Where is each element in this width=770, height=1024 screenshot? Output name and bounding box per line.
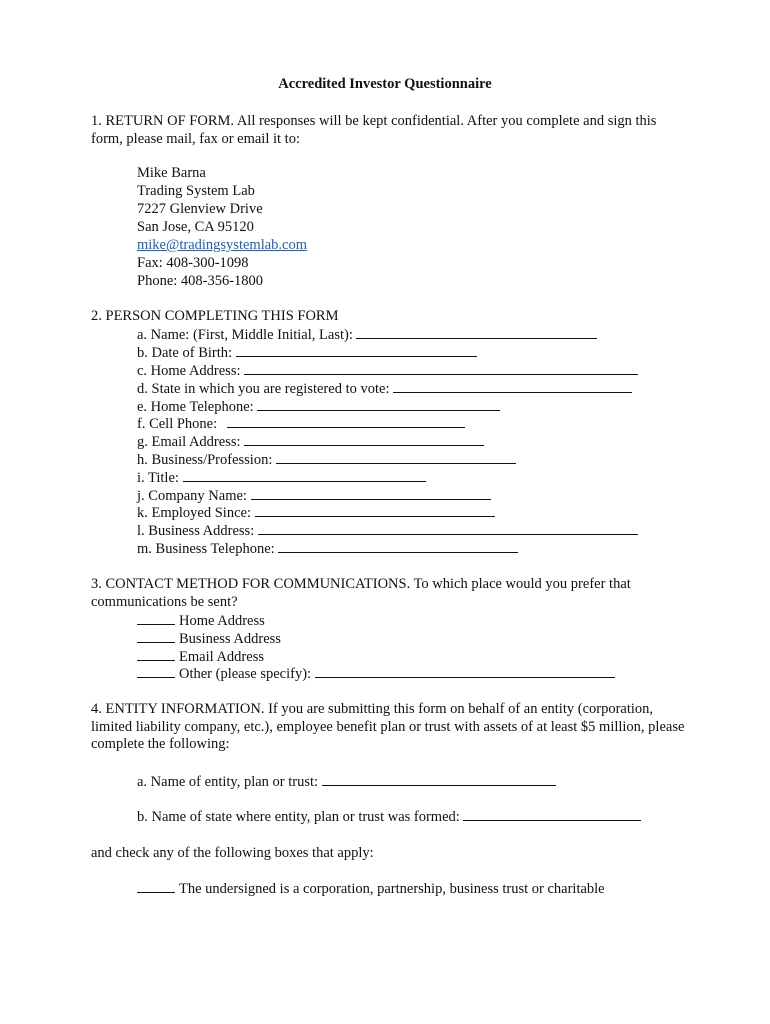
field-dob-input[interactable] [236, 344, 477, 357]
section-3-text: 3. CONTACT METHOD FOR COMMUNICATIONS. To which place would you prefer that communications be sent? [91, 576, 631, 610]
field-title-input[interactable] [183, 469, 426, 482]
field-email [137, 433, 484, 451]
section-1-text: 1. RETURN OF FORM. All responses will be kept confidential. After you complete and sign this form, please mail, fax or email it to: [91, 113, 657, 147]
option-other-label: Other (please specify): [179, 666, 312, 682]
option-other-input[interactable] [315, 665, 615, 678]
section-2-heading: 2. PERSON COMPLETING THIS FORM [91, 308, 339, 324]
field-cell-phone-input[interactable] [227, 415, 465, 428]
field-company-name-input[interactable] [251, 487, 491, 500]
checkbox-corporation-blank[interactable] [137, 880, 175, 893]
field-cell-phone [137, 415, 465, 433]
field-home-address-label: c. Home Address: [137, 363, 241, 379]
field-employed-since-input[interactable] [255, 504, 495, 517]
field-name [137, 326, 597, 344]
option-business-address [137, 630, 281, 648]
field-company-name [137, 487, 491, 505]
checkbox-corporation-label: The undersigned is a corporation, partnership, business trust or charitable [179, 881, 605, 897]
option-email-address [137, 648, 264, 666]
field-dob-label: b. Date of Birth: [137, 345, 233, 361]
field-email-input[interactable] [244, 433, 484, 446]
field-profession-label: h. Business/Profession: [137, 452, 273, 468]
contact-company: Trading System Lab [137, 183, 255, 199]
field-entity-state [137, 808, 641, 826]
option-other-blank[interactable] [137, 665, 175, 678]
option-home-address [137, 612, 265, 630]
field-business-address-input[interactable] [258, 522, 638, 535]
field-title-label: i. Title: [137, 470, 179, 486]
page-title: Accredited Investor Questionnaire [278, 76, 492, 92]
option-email-address-blank[interactable] [137, 648, 175, 661]
field-vote-state-label: d. State in which you are registered to vote: [137, 381, 390, 397]
field-title [137, 469, 426, 487]
field-business-telephone [137, 540, 518, 558]
contact-street: 7227 Glenview Drive [137, 201, 263, 217]
option-other [137, 665, 615, 683]
field-employed-since-label: k. Employed Since: [137, 505, 251, 521]
field-employed-since [137, 504, 495, 522]
field-business-telephone-label: m. Business Telephone: [137, 541, 275, 557]
field-profession-input[interactable] [276, 451, 516, 464]
option-business-address-label: Business Address [179, 631, 281, 647]
field-home-address [137, 362, 638, 380]
check-instructions: and check any of the following boxes that apply: [91, 845, 374, 861]
contact-city: San Jose, CA 95120 [137, 219, 254, 235]
field-entity-name-input[interactable] [322, 773, 556, 786]
contact-name: Mike Barna [137, 165, 206, 181]
field-entity-name-label: a. Name of entity, plan or trust: [137, 774, 319, 790]
option-email-address-label: Email Address [179, 649, 264, 665]
field-entity-state-label: b. Name of state where entity, plan or trust was formed: [137, 809, 460, 825]
field-business-address [137, 522, 638, 540]
option-home-address-blank[interactable] [137, 612, 175, 625]
field-dob [137, 344, 477, 362]
field-email-label: g. Email Address: [137, 434, 241, 450]
field-company-name-label: j. Company Name: [137, 488, 247, 504]
field-name-input[interactable] [356, 326, 597, 339]
option-home-address-label: Home Address [179, 613, 265, 629]
field-home-address-input[interactable] [244, 362, 638, 375]
field-home-telephone-label: e. Home Telephone: [137, 399, 254, 415]
field-cell-phone-label: f. Cell Phone: [137, 416, 218, 432]
contact-phone: Phone: 408-356-1800 [137, 273, 264, 289]
field-profession [137, 451, 516, 469]
checkbox-corporation [137, 880, 605, 898]
option-business-address-blank[interactable] [137, 630, 175, 643]
field-vote-state-input[interactable] [393, 380, 632, 393]
field-entity-name [137, 773, 556, 791]
contact-email-link[interactable]: mike@tradingsystemlab.com [137, 237, 307, 253]
field-business-address-label: l. Business Address: [137, 523, 255, 539]
field-business-telephone-input[interactable] [278, 540, 518, 553]
field-entity-state-input[interactable] [463, 808, 641, 821]
contact-fax: Fax: 408-300-1098 [137, 255, 249, 271]
field-home-telephone-input[interactable] [257, 398, 500, 411]
section-4-text: 4. ENTITY INFORMATION. If you are submitting this form on behalf of an entity (corporation, limited liability company, etc.), employee benefit plan or trust with assets of at least $5 million, please complete the following: [91, 701, 685, 752]
field-vote-state [137, 380, 632, 398]
field-name-label: a. Name: (First, Middle Initial, Last): [137, 327, 353, 343]
field-home-telephone [137, 398, 500, 416]
